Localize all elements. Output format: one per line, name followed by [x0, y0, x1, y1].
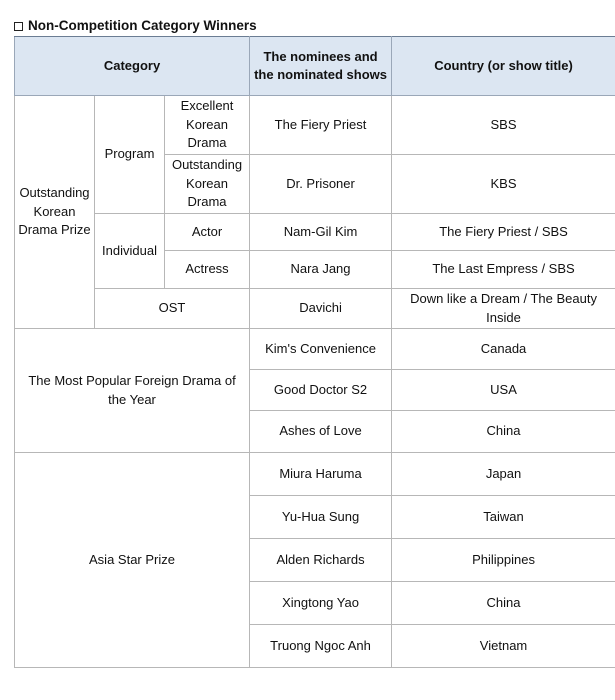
- header-category: Category: [15, 37, 250, 96]
- country-cell: Down like a Dream / The Beauty Inside: [392, 289, 615, 329]
- nominee-cell: Good Doctor S2: [250, 370, 392, 411]
- section-title: [14, 18, 257, 33]
- country-cell: Taiwan: [392, 496, 615, 539]
- subcategory-outstanding: Outstanding Korean Drama: [165, 155, 250, 214]
- nominee-cell: Alden Richards: [250, 539, 392, 582]
- nominee-cell: Nam-Gil Kim: [250, 214, 392, 251]
- nominee-cell: Truong Ngoc Anh: [250, 625, 392, 668]
- country-cell: China: [392, 582, 615, 625]
- nominee-cell: Nara Jang: [250, 251, 392, 289]
- nominee-cell: Xingtong Yao: [250, 582, 392, 625]
- table-row: [15, 329, 615, 370]
- subcategory-actress: Actress: [165, 251, 250, 289]
- winners-table: [14, 36, 615, 668]
- subcategory-program: Program: [95, 96, 165, 214]
- nominee-cell: Dr. Prisoner: [250, 155, 392, 214]
- country-cell: Philippines: [392, 539, 615, 582]
- checkbox-bullet-icon: [14, 22, 23, 31]
- nominee-cell: Miura Haruma: [250, 453, 392, 496]
- country-cell: SBS: [392, 96, 615, 155]
- country-cell: Canada: [392, 329, 615, 370]
- subcategory-actor: Actor: [165, 214, 250, 251]
- category-asia-star: Asia Star Prize: [15, 453, 250, 668]
- table-row: [15, 214, 615, 251]
- table-row: [15, 289, 615, 329]
- country-cell: Vietnam: [392, 625, 615, 668]
- nominee-cell: Davichi: [250, 289, 392, 329]
- subcategory-individual: Individual: [95, 214, 165, 289]
- country-cell: China: [392, 411, 615, 453]
- country-cell: The Last Empress / SBS: [392, 251, 615, 289]
- table-row: [15, 453, 615, 496]
- subcategory-ost: OST: [95, 289, 250, 329]
- country-cell: USA: [392, 370, 615, 411]
- header-country: Country (or show title): [392, 37, 615, 96]
- header-row: [15, 37, 615, 96]
- category-foreign: The Most Popular Foreign Drama of the Year: [15, 329, 250, 453]
- header-nominees: The nominees and the nominated shows: [250, 37, 392, 96]
- section-title-text: Non-Competition Category Winners: [28, 18, 257, 33]
- nominee-cell: The Fiery Priest: [250, 96, 392, 155]
- country-cell: KBS: [392, 155, 615, 214]
- table-row: [15, 96, 615, 155]
- nominee-cell: Yu-Hua Sung: [250, 496, 392, 539]
- subcategory-excellent: Excellent Korean Drama: [165, 96, 250, 155]
- nominee-cell: Kim's Convenience: [250, 329, 392, 370]
- country-cell: The Fiery Priest / SBS: [392, 214, 615, 251]
- country-cell: Japan: [392, 453, 615, 496]
- nominee-cell: Ashes of Love: [250, 411, 392, 453]
- category-outstanding: Outstanding Korean Drama Prize: [15, 96, 95, 329]
